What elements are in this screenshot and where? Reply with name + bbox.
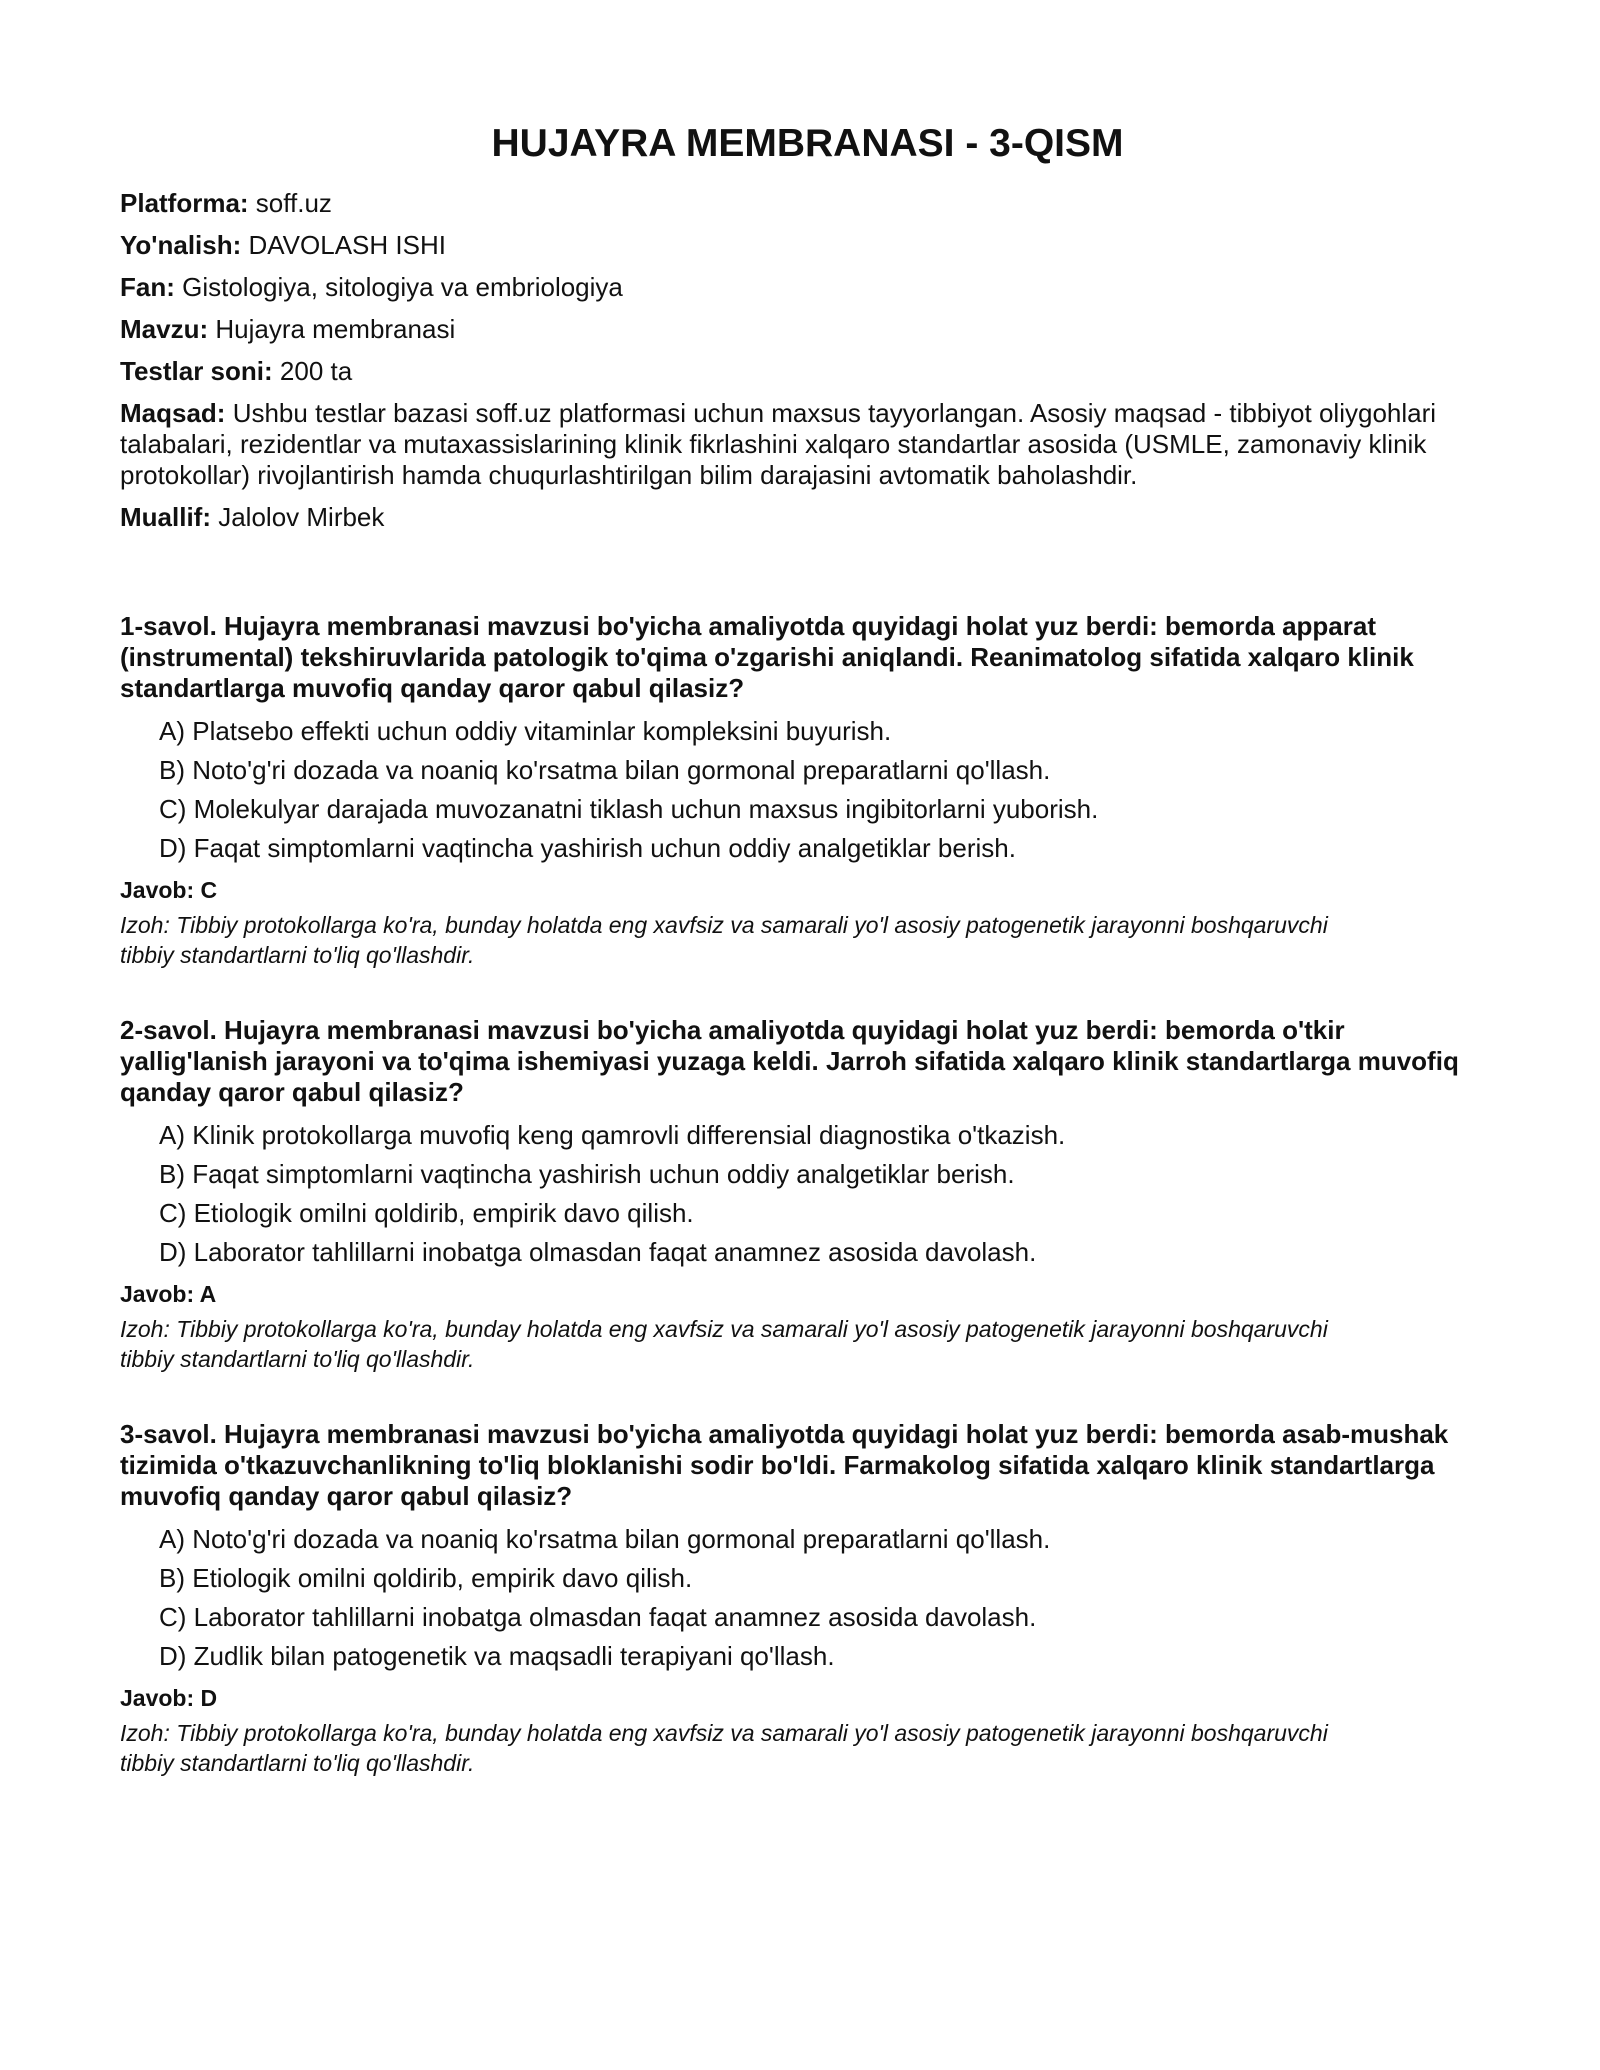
option-d: D) Zudlik bilan patogenetik va maqsadli terapiyani qo'llash. bbox=[159, 1641, 835, 1671]
meta-label: Platforma: bbox=[120, 188, 249, 218]
question-text: 1-savol. Hujayra membranasi mavzusi bo'yicha amaliyotda quyidagi holat yuz berdi: bemorda apparat (instrumental) tekshiruvlarida patologik to'qima o'zgarishi aniqlandi. Reanimatolog sifatida xalqaro klinik standartlarga muvofiq qanday qaror qabul qilasiz? bbox=[120, 611, 1414, 703]
meta-goal bbox=[120, 398, 1495, 491]
question-text: 3-savol. Hujayra membranasi mavzusi bo'yicha amaliyotda quyidagi holat yuz berdi: bemorda asab-mushak tizimida o'tkazuvchanlikning to'liq bloklanishi sodir bo'ldi. Farmakolog sifatida xalqaro klinik standartlarga muvofiq qanday qaror qabul qilasiz? bbox=[120, 1419, 1449, 1511]
option-c: C) Etiologik omilni qoldirib, empirik davo qilish. bbox=[159, 1198, 694, 1228]
correct-answer: Javob: A bbox=[120, 1281, 217, 1307]
meta-label: Yo'nalish: bbox=[120, 230, 242, 260]
question-2 bbox=[120, 1015, 1495, 1374]
document-page bbox=[120, 122, 1495, 1823]
meta-platform bbox=[120, 188, 1495, 219]
option-b: B) Faqat simptomlarni vaqtincha yashirish uchun oddiy analgetiklar berish. bbox=[159, 1159, 1015, 1189]
answer-options bbox=[120, 1524, 1495, 1672]
meta-value: Ushbu testlar bazasi soff.uz platformasi uchun maxsus tayyorlangan. Asosiy maqsad - tibbiyot oliygohlari talabalari, rezidentlar va mutaxassislarining klinik fikrlashini xalqaro standartlar asosida (USMLE, zamonaviy klinik protokollar) rivojlantirish hamda chuqurlashtirilgan bilim darajasini avtomatik baholashdir. bbox=[120, 398, 1437, 490]
answer-explanation: Izoh: Tibbiy protokollarga ko'ra, bunday holatda eng xavfsiz va samarali yo'l asosiy patogenetik jarayonni boshqaruvchi tibbiy standartlarni to'liq qo'llashdir. bbox=[120, 1316, 1328, 1372]
option-c: C) Molekulyar darajada muvozanatni tiklash uchun maxsus ingibitorlarni yuborish. bbox=[159, 794, 1099, 824]
option-c: C) Laborator tahlillarni inobatga olmasdan faqat anamnez asosida davolash. bbox=[159, 1602, 1037, 1632]
correct-answer: Javob: C bbox=[120, 877, 218, 903]
meta-author bbox=[120, 502, 1495, 533]
answer-explanation: Izoh: Tibbiy protokollarga ko'ra, bunday holatda eng xavfsiz va samarali yo'l asosiy patogenetik jarayonni boshqaruvchi tibbiy standartlarni to'liq qo'llashdir. bbox=[120, 1720, 1328, 1776]
meta-topic bbox=[120, 314, 1495, 345]
answer-options bbox=[120, 1120, 1495, 1268]
meta-label: Maqsad: bbox=[120, 398, 226, 428]
correct-answer: Javob: D bbox=[120, 1685, 218, 1711]
meta-value: soff.uz bbox=[248, 188, 332, 218]
meta-value: 200 ta bbox=[272, 356, 353, 386]
option-d: D) Laborator tahlillarni inobatga olmasdan faqat anamnez asosida davolash. bbox=[159, 1237, 1037, 1267]
meta-label: Fan: bbox=[120, 272, 175, 302]
meta-subject bbox=[120, 272, 1495, 303]
meta-label: Testlar soni: bbox=[120, 356, 273, 386]
meta-label: Muallif: bbox=[120, 502, 211, 532]
document-meta bbox=[120, 188, 1495, 533]
answer-explanation: Izoh: Tibbiy protokollarga ko'ra, bunday holatda eng xavfsiz va samarali yo'l asosiy patogenetik jarayonni boshqaruvchi tibbiy standartlarni to'liq qo'llashdir. bbox=[120, 912, 1328, 968]
option-a: A) Platsebo effekti uchun oddiy vitaminlar kompleksini buyurish. bbox=[159, 716, 892, 746]
question-1 bbox=[120, 611, 1495, 970]
meta-value: Gistologiya, sitologiya va embriologiya bbox=[174, 272, 623, 302]
answer-options bbox=[120, 716, 1495, 864]
option-a: A) Noto'g'ri dozada va noaniq ko'rsatma bilan gormonal preparatlarni qo'llash. bbox=[159, 1524, 1051, 1554]
question-text: 2-savol. Hujayra membranasi mavzusi bo'yicha amaliyotda quyidagi holat yuz berdi: bemorda o'tkir yallig'lanish jarayoni va to'qima ishemiyasi yuzaga keldi. Jarroh sifatida xalqaro klinik standartlarga muvofiq qanday qaror qabul qilasiz? bbox=[120, 1015, 1459, 1107]
option-a: A) Klinik protokollarga muvofiq keng qamrovli differensial diagnostika o'tkazish. bbox=[159, 1120, 1066, 1150]
document-title: HUJAYRA MEMBRANASI - 3-QISM bbox=[491, 122, 1124, 165]
meta-value: DAVOLASH ISHI bbox=[241, 230, 446, 260]
meta-test-count bbox=[120, 356, 1495, 387]
option-b: B) Noto'g'ri dozada va noaniq ko'rsatma bilan gormonal preparatlarni qo'llash. bbox=[159, 755, 1051, 785]
meta-value: Jalolov Mirbek bbox=[211, 502, 385, 532]
option-d: D) Faqat simptomlarni vaqtincha yashirish uchun oddiy analgetiklar berish. bbox=[159, 833, 1016, 863]
meta-label: Mavzu: bbox=[120, 314, 209, 344]
question-3 bbox=[120, 1419, 1495, 1778]
option-b: B) Etiologik omilni qoldirib, empirik davo qilish. bbox=[159, 1563, 693, 1593]
question-list bbox=[120, 611, 1495, 1778]
meta-direction bbox=[120, 230, 1495, 261]
meta-value: Hujayra membranasi bbox=[208, 314, 456, 344]
